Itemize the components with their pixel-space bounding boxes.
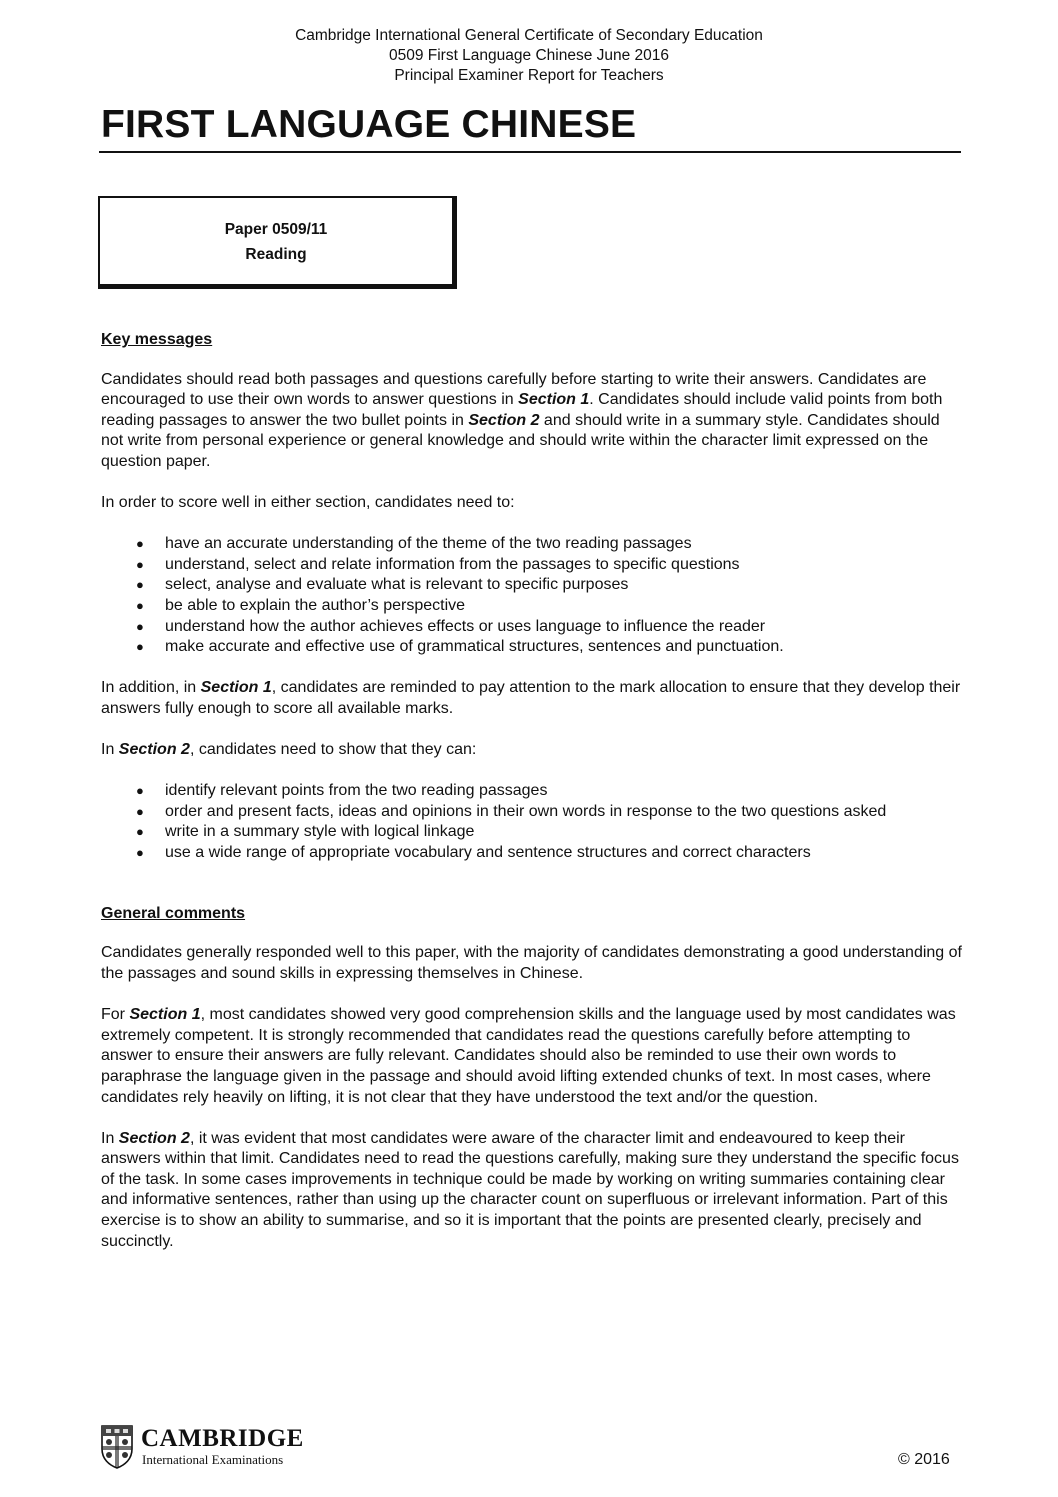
copyright-notice: © 2016: [898, 1451, 950, 1468]
text-run: . Candidates should include valid points from both reading passages to answer the two bullet points in: [101, 391, 943, 429]
key-messages-heading: Key messages: [101, 331, 213, 348]
list-item-text: select, analyse and evaluate what is relevant to specific purposes: [165, 576, 629, 594]
header-line-report-type: Principal Examiner Report for Teachers: [394, 67, 664, 84]
header-line-syllabus: 0509 First Language Chinese June 2016: [388, 47, 670, 64]
list-item-text: understand how the author achieves effects or uses language to influence the reader: [165, 617, 766, 635]
paper-component: Reading: [245, 246, 307, 263]
text-run: In addition, in: [101, 679, 201, 697]
emphasis-section-1: Section 1: [518, 391, 590, 409]
bullet-icon: ●: [136, 556, 144, 572]
logo-subtitle: International Examinations: [142, 1452, 284, 1467]
paper-number: Paper 0509/11: [224, 221, 328, 238]
cambridge-shield-icon: [101, 1425, 133, 1469]
section-2-skills-list: [101, 781, 963, 863]
list-item-text: order and present facts, ideas and opinions in their own words in response to the two questions asked: [165, 802, 887, 820]
report-body: [101, 330, 963, 1273]
list-item: [101, 534, 963, 555]
bullet-icon: ●: [136, 824, 144, 840]
list-item-text: write in a summary style with logical linkage: [165, 823, 475, 841]
key-messages-paragraph-4: [101, 740, 963, 761]
emphasis-section-1: Section 1: [200, 679, 272, 697]
bullet-icon: ●: [136, 783, 144, 798]
bullet-icon: ●: [136, 577, 144, 593]
score-well-list: [101, 534, 963, 658]
list-item-text: identify relevant points from the two reading passages: [165, 782, 548, 799]
list-item-text: be able to explain the author’s perspective: [165, 596, 466, 614]
text-run: and should write in a summary style. Candidates should not write from personal experience or general knowledge and should write within the character limit expressed on the question paper.: [101, 411, 940, 470]
list-item-text: understand, select and relate information from the passages to specific questions: [165, 555, 740, 573]
emphasis-section-1: Section 1: [129, 1006, 201, 1024]
general-comments-heading: General comments: [101, 904, 246, 922]
list-item-text: use a wide range of appropriate vocabulary and sentence structures and correct characters: [165, 843, 811, 861]
page-title: FIRST LANGUAGE CHINESE: [101, 103, 637, 146]
text-run: , most candidates showed very good comprehension skills and the language used by most candidates was extremely competent. It is strongly recommended that candidates read the questions carefully before attempting to answer to ensure their answers are fully relevant. Candidates should also be reminded to use their own words to paraphrase the language given in the passage and should avoid lifting extended chunks of text. In most cases, where candidates rely heavily on lifting, it is not clear that they have understood the text and/or the question.: [101, 1006, 956, 1106]
list-item: [101, 843, 963, 864]
emphasis-section-2: Section 2: [118, 1129, 190, 1147]
bullet-icon: ●: [136, 618, 144, 634]
section-spacer: [101, 884, 963, 904]
bullet-icon: ●: [136, 597, 144, 613]
text-run: In: [101, 740, 119, 758]
text-run: In: [101, 1129, 119, 1147]
bullet-icon: ●: [136, 844, 144, 860]
list-item: [101, 617, 963, 638]
logo-wordmark: CAMBRIDGE: [141, 1425, 304, 1452]
general-comments-paragraph-2: [101, 1005, 963, 1108]
text-run: , it was evident that most candidates were aware of the character limit and endeavoured to keep their answers within that limit. Candidates need to read the questions carefully, making sure they understand the specific focus of the task. In some cases improvements in technique could be made by working on writing summaries containing clear and informative sentences, rather than using up the character count on superfluous or irrelevant information. Part of this exercise is to show an ability to summarise, and so it is important that the points are presented clearly, precisely and succinctly.: [101, 1129, 959, 1250]
key-messages-paragraph-2: In order to score well in either section, candidates need to:: [101, 494, 515, 512]
list-item: [101, 802, 963, 823]
key-messages-paragraph-3: [101, 678, 963, 719]
list-item: [101, 596, 963, 617]
list-item: [101, 555, 963, 576]
text-run: For: [101, 1006, 130, 1024]
list-item: [101, 637, 963, 658]
text-run: Candidates should read both passages and questions carefully before starting to write their answers. Candidates are encouraged to use their own words to answer questions in: [101, 370, 927, 409]
list-item: [101, 781, 963, 802]
text-run: , candidates are reminded to pay attention to the mark allocation to ensure that they develop their answers fully enough to score all available marks.: [101, 679, 961, 717]
page-header: [0, 26, 1058, 86]
list-item: [101, 822, 963, 843]
emphasis-section-2: Section 2: [468, 411, 540, 429]
general-comments-paragraph-3: [101, 1129, 963, 1253]
cambridge-logo: [101, 1425, 341, 1471]
general-comments-paragraph-1: Candidates generally responded well to this paper, with the majority of candidates demonstrating a good understanding of the passages and sound skills in expressing themselves in Chinese.: [101, 944, 962, 983]
list-item-text: have an accurate understanding of the theme of the two reading passages: [165, 535, 692, 553]
bullet-icon: ●: [136, 639, 144, 655]
key-messages-paragraph-1: [101, 370, 963, 473]
bullet-icon: ●: [136, 536, 144, 552]
title-divider: [99, 151, 961, 153]
bullet-icon: ●: [136, 803, 144, 819]
list-item-text: make accurate and effective use of grammatical structures, sentences and punctuation.: [165, 638, 784, 656]
text-run: , candidates need to show that they can:: [189, 740, 477, 758]
header-line-qualification: Cambridge International General Certificate of Secondary Education: [295, 27, 763, 44]
list-item: [101, 575, 963, 596]
paper-info-box: [98, 196, 457, 289]
emphasis-section-2: Section 2: [118, 740, 190, 758]
